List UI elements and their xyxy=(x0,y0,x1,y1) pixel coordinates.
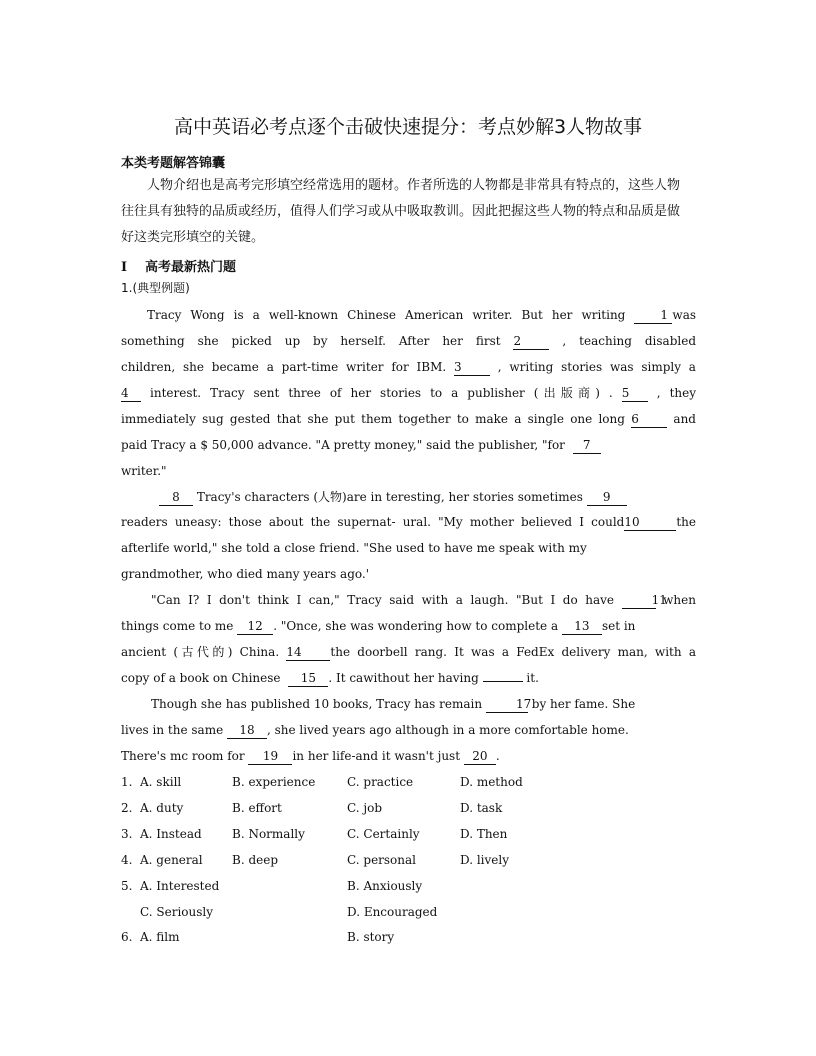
question-label: 1.(典型例题) xyxy=(121,281,190,295)
blank-17: 17 xyxy=(486,696,528,713)
passage-line xyxy=(121,331,696,351)
passage-text: children, she became a part-time writer for IBM. xyxy=(121,360,447,374)
passage-text: . It cawithout her having xyxy=(328,671,479,685)
passage-text: when xyxy=(663,593,696,607)
option-c: C. Seriously xyxy=(140,905,214,919)
blank-11: 11 xyxy=(622,592,656,609)
option-a: A. Interested xyxy=(140,879,220,893)
page-title: 高中英语必考点逐个击破快速提分：考点妙解3人物故事 xyxy=(173,116,643,138)
passage-line xyxy=(121,435,696,455)
passage-text: paid Tracy a $ 50,000 advance. "A pretty money," said the publisher, "for xyxy=(121,438,565,452)
passage-line xyxy=(121,538,696,558)
option-b: B. effort xyxy=(232,801,282,815)
passage-line xyxy=(121,564,696,584)
passage-text: , teaching disabled xyxy=(562,334,696,348)
option-number: 5. xyxy=(121,879,133,893)
passage-text: the doorbell rang. It was a FedEx delivery man, with a xyxy=(330,645,696,659)
section-roman-numeral: I xyxy=(121,260,128,275)
passage-line xyxy=(121,746,696,766)
passage-text: , she lived years ago although in a more comfortable home. xyxy=(267,723,629,737)
option-a: A. skill xyxy=(140,775,182,789)
passage-text: Though she has published 10 books, Tracy has remain xyxy=(151,697,483,711)
blank-18: 18 xyxy=(227,722,267,739)
option-b: B. Anxiously xyxy=(347,879,423,893)
passage-line xyxy=(121,305,696,325)
blank-20: 20 xyxy=(464,748,496,765)
blank-3: 3 xyxy=(454,359,490,376)
passage-text: things come to me xyxy=(121,619,234,633)
option-a: A. general xyxy=(140,853,203,867)
option-number: 1. xyxy=(121,775,133,789)
passage-text: . xyxy=(495,749,500,763)
passage-line xyxy=(121,383,696,403)
passage-line xyxy=(121,642,696,662)
blank-10: 10 xyxy=(624,514,676,531)
passage-line xyxy=(121,512,696,532)
passage-text: There's mc room for xyxy=(121,749,245,763)
passage-text: "Can I? I don't think I can," Tracy said with a laugh. "But I do have xyxy=(151,593,615,607)
passage-line xyxy=(121,668,696,688)
option-number: 6. xyxy=(121,930,133,944)
passage-text: immediately sug gested that she put them together to make a single one long xyxy=(121,412,625,426)
blank-19: 19 xyxy=(248,748,292,765)
passage-line xyxy=(121,461,696,481)
intro-line-3: 好这类完形填空的关键。 xyxy=(121,230,265,245)
passage-text: by her fame. She xyxy=(531,697,636,711)
passage-text: , they xyxy=(656,386,696,400)
blank-5: 5 xyxy=(622,385,648,402)
blank-8: 8 xyxy=(159,489,193,506)
option-d: D. Encouraged xyxy=(347,905,438,919)
passage-text: , writing stories was simply a xyxy=(497,360,696,374)
option-number: 2. xyxy=(121,801,133,815)
blank-6: 6 xyxy=(631,411,667,428)
passage-line xyxy=(121,590,696,610)
passage-text: readers uneasy: those about the supernat- ural. "My mother believed I could xyxy=(121,515,625,529)
passage-text: interest. Tracy sent three of her stories to a publisher (出版商) . xyxy=(141,386,613,400)
option-c: C. practice xyxy=(347,775,414,789)
passage-text: writer." xyxy=(121,464,167,478)
passage-text: was xyxy=(672,308,697,322)
passage-text: lives in the same xyxy=(121,723,224,737)
passage-line xyxy=(121,616,696,636)
passage-text: set in xyxy=(601,619,636,633)
passage-line xyxy=(121,357,696,377)
option-a: A. film xyxy=(140,930,180,944)
blank-7: 7 xyxy=(573,437,601,454)
option-b: B. experience xyxy=(232,775,316,789)
blank-9: 9 xyxy=(587,489,627,506)
passage-text: Tracy Wong is a well-known Chinese American writer. But her writing xyxy=(147,308,626,322)
blank-15: 15 xyxy=(288,670,328,687)
option-a: A. duty xyxy=(140,801,184,815)
option-b: B. story xyxy=(347,930,395,944)
passage-text: it. xyxy=(526,671,539,685)
passage-text: grandmother, who died many years ago.' xyxy=(121,567,370,581)
option-d: D. Then xyxy=(460,827,508,841)
intro-line-2: 往往具有独特的品质或经历，值得人们学习或从中吸取教训。因此把握这些人物的特点和品质是做 xyxy=(121,204,681,219)
passage-line xyxy=(121,487,696,507)
passage-text: the xyxy=(676,515,696,529)
intro-line-1: 人物介绍也是高考完形填空经常选用的题材。作者所选的人物都是非常具有特点的，这些人物 xyxy=(147,178,681,193)
option-d: D. method xyxy=(460,775,523,789)
option-number: 3. xyxy=(121,827,133,841)
passage-text: . "Once, she was wondering how to complete a xyxy=(273,619,559,633)
passage-text: afterlife world," she told a close friend. "She used to have me speak with my xyxy=(121,541,587,555)
blank-4: 4 xyxy=(121,385,141,402)
option-b: B. Normally xyxy=(232,827,305,841)
option-c: C. personal xyxy=(347,853,417,867)
blank-1: 1 xyxy=(634,307,672,324)
option-c: C. job xyxy=(347,801,383,815)
section-heading-text: 高考最新热门题 xyxy=(145,260,237,275)
option-d: D. lively xyxy=(460,853,509,867)
option-b: B. deep xyxy=(232,853,279,867)
section-heading-tips: 本类考题解答锦囊 xyxy=(121,156,226,171)
blank-16 xyxy=(483,681,523,682)
blank-13: 13 xyxy=(562,618,602,635)
passage-text: copy of a book on Chinese xyxy=(121,671,281,685)
option-d: D. task xyxy=(460,801,503,815)
passage-line xyxy=(121,720,696,740)
blank-12: 12 xyxy=(237,618,273,635)
option-c: C. Certainly xyxy=(347,827,420,841)
blank-2: 2 xyxy=(513,333,549,350)
passage-text: Tracy's characters (人物)are in teresting, her stories sometimes xyxy=(193,490,583,504)
passage-line xyxy=(121,694,696,714)
section-heading-hot-questions xyxy=(121,256,236,275)
passage-text: ancient (古代的) China. xyxy=(121,645,280,659)
passage-text: in her life-and it wasn't just xyxy=(292,749,461,763)
passage-text: something she picked up by herself. After her first xyxy=(121,334,501,348)
passage-line xyxy=(121,409,696,429)
blank-14: 14 xyxy=(286,644,330,661)
option-number: 4. xyxy=(121,853,133,867)
option-a: A. Instead xyxy=(140,827,202,841)
passage-text: and xyxy=(673,412,696,426)
